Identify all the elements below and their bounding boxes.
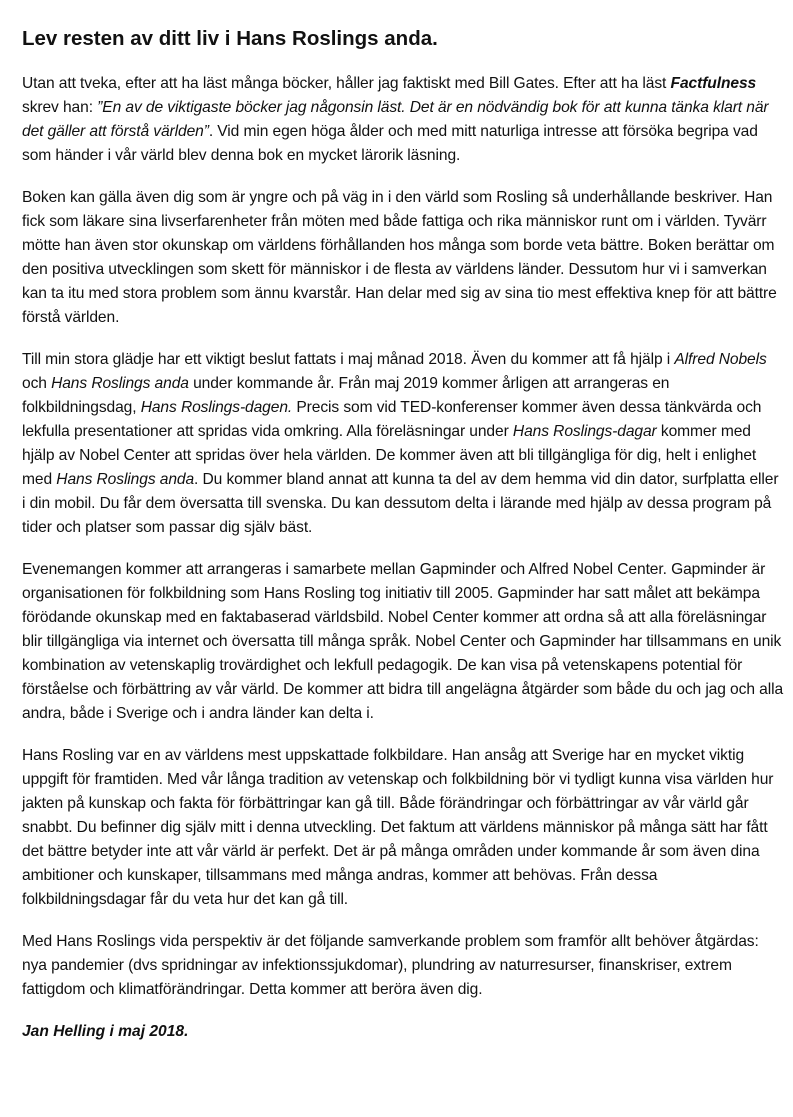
p1-quote: ”En av de viktigaste böcker jag någonsin läst. Det är en nödvändig bok för att kunna tänka klart när det gäller att förstå världen” <box>22 99 769 140</box>
p3-text-i: kommer med hjälp av Nobel Center att spridas över hela världen. De kommer även att bli tillgängliga för dig, helt i enlighet med <box>22 423 757 488</box>
paragraph-2: Boken kan gälla även dig som är yngre och på väg in i den värld som Rosling så underhållande beskriver. Han fick som läkare sina livserfarenheter från möten med både fattiga och rika människor runt om i världen. Tyvärr mötte han även stor okunskap om världens förhållanden hos många som borde veta bättre. Boken berättar om den positiva utvecklingen som skett för människor i de flesta av världens länder. Dessutom hur vi i samverkan kan ta itu med stora problem som ännu kvarstår. Han delar med sig av sina tio mest effektiva knep för att bättre förstå världen. <box>22 189 777 326</box>
p3-text-e: under kommande år. Från maj 2019 kommer årligen att arrangeras en folkbildningsdag, <box>22 375 670 416</box>
paragraph-5: Hans Rosling var en av världens mest uppskattade folkbildare. Han ansåg att Sverige har en mycket viktig uppgift för framtiden. Med vår långa tradition av vetenskap och folkbildning bör vi tydligt kunna visa världen hur jakten på kunskap och fakta för förbättringar kan gå till. Både förändringar och förbättringar av vår värld går snabbt. Du befinner dig själv mitt i denna utveckling. Det faktum att världens människor på många sätt har fått det bättre betyder inte att vår värld är perfekt. Det är på många områden under kommande år som även dina ambitioner och kunskaper, tillsammans med många andras, kommer att behövas. Från dessa folkbildningsdagar får du veta hur det kan gå till. <box>22 747 774 908</box>
paragraph-6: Med Hans Roslings vida perspektiv är det följande samverkande problem som framför allt behöver åtgärdas: nya pandemier (dvs spridningar av infektionssjukdomar), plundring av naturresurser, finanskriser, extrem fattigdom och klimatförändringar. Detta kommer att beröra även dig. <box>22 933 759 998</box>
p3-text-g: Precis som vid TED-konferenser kommer även dessa tänkvärda och lekfulla presentationer att spridas vida omkring. Alla föreläsningar under <box>22 399 762 440</box>
p3-italic-f: Hans Roslings-dagen. <box>140 399 293 416</box>
p3-italic-j: Hans Roslings anda <box>56 471 195 488</box>
paragraph-3 <box>22 348 784 540</box>
p1-book-title: Factfulness <box>670 75 757 92</box>
paragraph-1 <box>22 72 784 168</box>
p1-text-c: skrev han: <box>22 99 98 116</box>
p3-italic-h: Hans Roslings-dagar <box>512 423 657 440</box>
paragraph-4: Evenemangen kommer att arrangeras i samarbete mellan Gapminder och Alfred Nobel Center. Gapminder är organisationen för folkbildning som Hans Rosling tog initiativ till 2005. Gapminder har satt målet att bekämpa förödande okunskap med en faktabaserad världsbild. Nobel Center kommer att ordna så att alla föreläsningar blir tillgängliga via internet och översatta till många språk. Nobel Center och Gapminder har tillsammans en unik kombination av vetenskaplig trovärdighet och lekfull pedagogik. De kan visa på vetenskapens potential för förståelse och förbättring av vår värld. De kommer att bidra till angelägna åtgärder som både du och jag och alla andra, både i Sverige och i andra länder kan delta i. <box>22 561 784 722</box>
p3-text-k: . Du kommer bland annat att kunna ta del av dem hemma vid din dator, surfplatta eller i din mobil. Du får dem översatta till svenska. Du kan dessutom delta i lärande med hjälp av dessa program på tider och platser som passar dig själv bäst. <box>22 471 779 536</box>
p3-text-c: och <box>22 375 52 392</box>
signature: Jan Helling i maj 2018. <box>22 1023 189 1040</box>
p3-italic-d: Hans Roslings anda <box>51 375 189 392</box>
document-title: Lev resten av ditt liv i Hans Roslings anda. <box>22 27 438 50</box>
p1-text-e: . Vid min egen höga ålder och med mitt naturliga intresse att försöka begripa vad som händer i vår värld blev denna bok en mycket lärorik läsning. <box>22 123 758 164</box>
p1-text-a: Utan att tveka, efter att ha läst många böcker, håller jag faktiskt med Bill Gates. Efter att ha läst <box>22 75 671 92</box>
document-page <box>22 26 784 1044</box>
p3-text-a: Till min stora glädje har ett viktigt beslut fattats i maj månad 2018. Även du kommer att få hjälp i <box>22 351 675 368</box>
p3-italic-b: Alfred Nobels <box>674 351 767 368</box>
